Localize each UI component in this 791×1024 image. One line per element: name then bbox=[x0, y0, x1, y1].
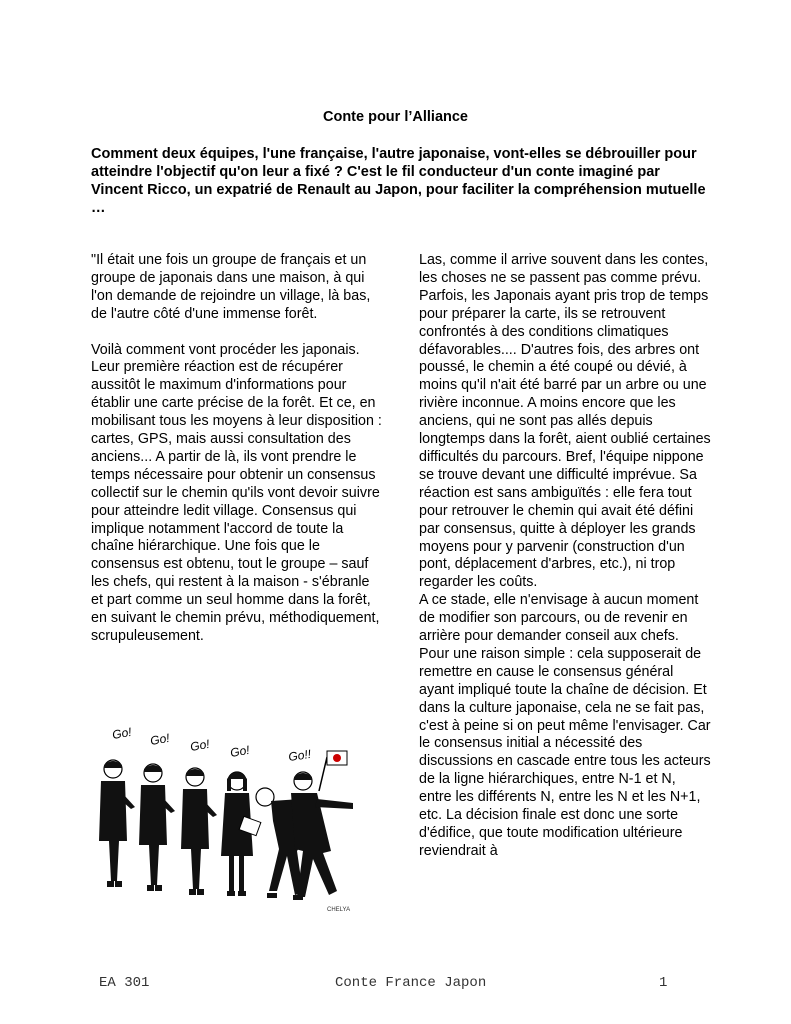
footer-left: EA 301 bbox=[99, 975, 150, 991]
bubble-4: Go! bbox=[229, 742, 251, 760]
footer-center: Conte France Japon bbox=[335, 975, 487, 991]
bubble-1: Go! bbox=[111, 724, 133, 742]
lead-paragraph: Comment deux équipes, l'une française, l'autre japonaise, vont-elles se débrouiller pour atteindre l'objectif qu'on leur a fixé ? C'est le fil conducteur d'un conte imaginé par Vincent Ricco, un expatrié de Renault au Japon, pour faciliter la compréhension mutuelle … bbox=[91, 146, 706, 216]
left-paragraph-2: Voilà comment vont procéder les japonais. Leur première réaction est de récupérer aussitôt le maximum d'informations pour établir une carte précise de la forêt. Et ce, en mobilisant tous les moyens à leur disposition : cartes, GPS, mais aussi consultation des anciens... A partir de là, ils vont prendre le temps nécessaire pour obtenir un consensus collectif sur le chemin qu'ils vont devoir suivre pour atteindre ledit village. Consensus qui implique notamment l'accord de toute la chaîne hiérarchique. Une fois que le consensus est obtenu, tout le groupe – sauf les chefs, qui restent à la maison - s'ébranle et part comme un seul homme dans la forêt, en suivant le chemin prévu, méthodiquement, scrupuleusement. bbox=[91, 341, 382, 645]
figure-1 bbox=[99, 760, 135, 887]
figure-3 bbox=[181, 768, 217, 895]
right-paragraph-1: Las, comme il arrive souvent dans les contes, les choses ne se passent pas comme prévu. Parfois, les Japonais ayant pris trop de temps pour préparer la carte, ils se retrouvent confrontés à des conditions climatiques défavorables.... D'autres fois, des arbres ont poussé, le chemin a été coupé ou dévié, à moins qu'il n'ait été barré par un arbre ou une rivière inconnue. A moins encore que les anciens, qui ne sont pas allés depuis longtemps dans la forêt, aient oublié certaines difficultés du parcours. Bref, l'équipe nippone se trouve devant une difficulté imprévue. Sa réaction est sans ambiguïtés : elle fera tout pour retrouver le chemin qui avait été défini par consensus, quitte à déployer les grands moyens pour y parvenir (construction d'un pont, déplacement d'arbres, etc.), ni trop regarder les coûts. bbox=[419, 252, 711, 591]
document-title: Conte pour l’Alliance bbox=[322, 109, 468, 125]
figure-2 bbox=[139, 764, 175, 891]
footer-page-number: 1 bbox=[659, 975, 668, 991]
left-column bbox=[91, 252, 383, 646]
figure-6 bbox=[291, 751, 353, 897]
bubble-3: Go! bbox=[189, 736, 211, 754]
bubble-5: Go!! bbox=[287, 746, 312, 764]
cartoon-illustration bbox=[91, 721, 371, 915]
right-column bbox=[419, 252, 711, 861]
right-paragraph-2: A ce stade, elle n'envisage à aucun moment de modifier son parcours, ou de revenir en arrière pour demander conseil aux chefs. Pour une raison simple : cela supposerait de remettre en cause le consensus général ayant impliqué toute la chaîne de décision. Et dans la culture japonaise, cela ne se fait pas, c'est à peine si on peut même l'envisager. Car le consensus initial a nécessité des discussions en cascade entre tous les acteurs de la ligne hiérarchiques, entre N-1 et N, entre les différents N, entre les N et les N+1, etc. La décision finale est donc une sorte d'édifice, que toute modification ultérieure reviendrait à bbox=[419, 592, 711, 859]
bubble-2: Go! bbox=[149, 730, 171, 748]
illustration-signature: CHELYA bbox=[327, 907, 351, 913]
figure-4 bbox=[221, 772, 261, 896]
left-paragraph-1: "Il était une fois un groupe de français et un groupe de japonais dans une maison, à qui l'on demande de rejoindre un village, là bas, de l'autre côté d'une immense forêt. bbox=[91, 252, 371, 322]
